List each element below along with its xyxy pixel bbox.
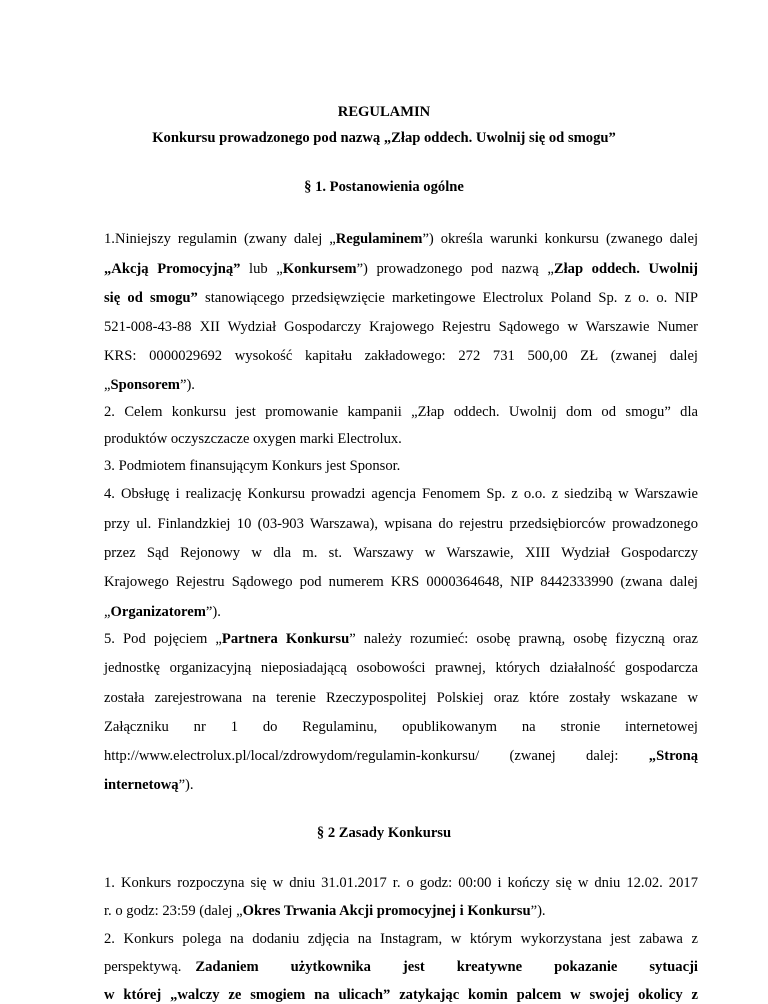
paragraph-line: jednostkę organizacyjną nieposiadającą osobowości prawnej, których działalność gospodarcza (104, 660, 698, 676)
paragraph-line: została zarejestrowana na terenie Rzeczypospolitej Polskiej oraz które zostały wskazane w (104, 690, 698, 706)
paragraph-line: „Organizatorem”). (104, 604, 221, 620)
paragraph-line: Załączniku nr 1 do Regulaminu, opublikowanym na stronie internetowej (104, 719, 698, 735)
paragraph-line: 1.Niniejszy regulamin (zwany dalej „Regulaminem”) określa warunki konkursu (zwanego dalej (104, 231, 698, 247)
paragraph-line: internetową”). (104, 777, 194, 793)
paragraph-line: r. o godz: 23:59 (dalej „Okres Trwania Akcji promocyjnej i Konkursu”). (104, 903, 546, 919)
paragraph-line: 1. Konkurs rozpoczyna się w dniu 31.01.2017 r. o godz: 00:00 i kończy się w dniu 12.02. 2017 (104, 875, 698, 891)
paragraph-line: przez Sąd Rejonowy w dla m. st. Warszawy w Warszawie, XIII Wydział Gospodarczy (104, 545, 698, 561)
section2-heading: § 2 Zasady Konkursu (316, 825, 452, 841)
paragraph-line: KRS: 0000029692 wysokość kapitału zakładowego: 272 731 500,00 ZŁ (zwanej dalej (104, 348, 698, 364)
paragraph-line: przy ul. Finlandzkiej 10 (03-903 Warszawa), wpisana do rejestru przedsiębiorców prowadzonego (104, 516, 698, 532)
document-subtitle: Konkursu prowadzonego pod nazwą „Złap oddech. Uwolnij się od smogu” (152, 130, 616, 146)
paragraph-line: „Akcją Promocyjną” lub „Konkursem”) prowadzonego pod nazwą „Złap oddech. Uwolnij (104, 261, 698, 277)
document-title: REGULAMIN (337, 104, 431, 120)
paragraph-line: 521-008-43-88 XII Wydział Gospodarczy Krajowego Rejestru Sądowego w Warszawie Numer (104, 319, 698, 335)
paragraph-line: Krajowego Rejestru Sądowego pod numerem KRS 0000364648, NIP 8442333990 (zwana dalej (104, 574, 698, 590)
paragraph-line: 2. Konkurs polega na dodaniu zdjęcia na Instagram, w którym wykorzystana jest zabawa z (104, 931, 698, 947)
paragraph-line: 2. Celem konkursu jest promowanie kampanii „Złap oddech. Uwolnij dom od smogu” dla (104, 404, 698, 420)
paragraph-line: „Sponsorem”). (104, 377, 195, 393)
paragraph-line: http://www.electrolux.pl/local/zdrowydom/regulamin-konkursu/ (zwanej dalej: „Stroną (104, 748, 698, 764)
paragraph-line: w której „walczy ze smogiem na ulicach” zatykając komin palcem w swojej okolicy z (104, 987, 698, 1003)
paragraph-line: 5. Pod pojęciem „Partnera Konkursu” należy rozumieć: osobę prawną, osobę fizyczną oraz (104, 631, 698, 647)
paragraph-line: 3. Podmiotem finansującym Konkurs jest Sponsor. (104, 458, 401, 474)
paragraph-line: się od smogu” stanowiącego przedsięwzięcie marketingowe Electrolux Poland Sp. z o. o. NIP (104, 290, 699, 306)
paragraph-line: 4. Obsługę i realizację Konkursu prowadzi agencja Fenomem Sp. z o.o. z siedzibą w Warszawie (104, 486, 698, 502)
paragraph-line: produktów oczyszczacze oxygen marki Electrolux. (104, 431, 402, 447)
paragraph-line: perspektywą. Zadaniem użytkownika jest kreatywne pokazanie sytuacji (104, 959, 698, 975)
regulation-url: http://www.electrolux.pl/local/zdrowydom/regulamin-konkursu/ (zwanej dalej: (104, 748, 649, 764)
section1-heading: § 1. Postanowienia ogólne (304, 179, 464, 195)
